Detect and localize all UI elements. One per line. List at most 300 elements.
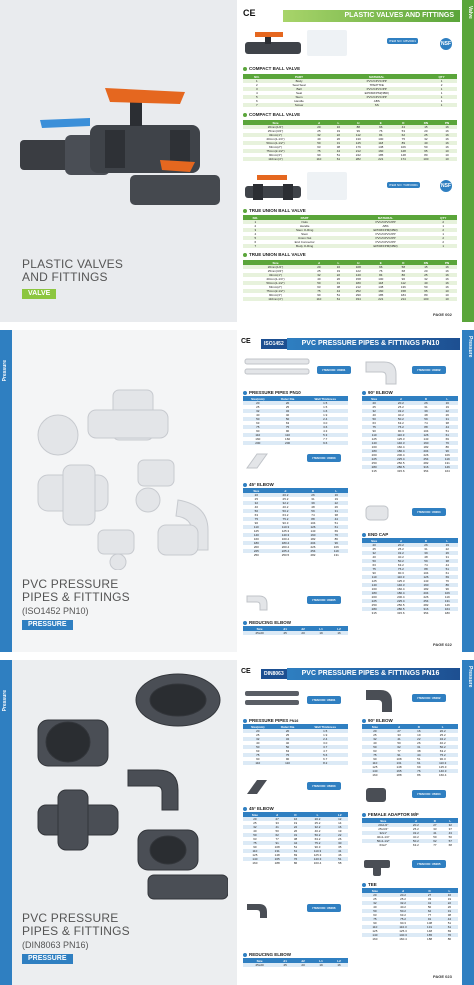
table-cell: 32 (243, 501, 270, 505)
table-cell: 122 (355, 269, 361, 273)
table-cell: 75 (308, 149, 330, 153)
table-cell: 51 (417, 757, 421, 761)
column-header: L2 (330, 626, 348, 631)
table-cell: 31 (437, 417, 458, 421)
table-cell: 140.3 (303, 857, 331, 861)
table-cell: 76 (445, 579, 449, 583)
table-cell: 48 (424, 413, 428, 417)
column-header: L (441, 888, 458, 893)
table-cell: 225.4 (270, 549, 302, 553)
table-cell: Stem (271, 95, 328, 99)
table-cell: Seal (296, 91, 303, 95)
table-cell: 69 (445, 437, 449, 441)
table-cell: 63 (256, 421, 260, 425)
table-cell: 165 (267, 857, 288, 861)
section-title-female: FEMALE ADAPTOR M/F (362, 812, 419, 817)
table-cell: 44 (441, 917, 458, 921)
table-cell: 20.2 (388, 893, 419, 897)
table-cell: 19 (312, 963, 330, 967)
table-cell: 37 (448, 827, 452, 831)
table-cell: 63 (285, 749, 290, 753)
section-title-pipes: PRESSURE PIPES PN10 (243, 390, 301, 395)
table-cell: 280 (362, 607, 386, 611)
table-cell: End Connector (294, 240, 315, 244)
table-cell: 40 (317, 277, 321, 281)
table-cell: 25.2 (412, 827, 419, 831)
column-header: d (270, 488, 302, 493)
table-cell: 19 (338, 829, 342, 833)
table-cell: 160 (252, 861, 258, 865)
table-cell: 38 (293, 837, 298, 841)
table-cell: 26 (336, 137, 341, 141)
table-cell: 50.2 (386, 417, 415, 421)
column-header: d (386, 396, 415, 401)
table-cell: 90.3 (439, 757, 446, 761)
table-cell: 63.2 (400, 913, 406, 917)
table-cell: 90 (373, 921, 377, 925)
table-cell: 25 (256, 733, 260, 737)
table-cell: PVC/CPVC/PP (327, 79, 426, 83)
table-cell: 30 (332, 841, 348, 845)
catalog-spread-valves (0, 0, 474, 322)
table-cell: 282 (347, 157, 370, 161)
table-row (243, 297, 457, 301)
table-cell: 160 (415, 583, 436, 587)
standard-badge: DIN8063 (261, 669, 287, 679)
table-cell: 125.3 (399, 929, 407, 933)
table-cell: 200 (253, 545, 259, 549)
table-cell: 143 (423, 579, 429, 583)
table-cell: 40 (373, 741, 377, 745)
table-cell: 160 (371, 445, 377, 449)
table-cell: 62 (427, 839, 442, 843)
catalog-spread-pn16 (0, 660, 474, 985)
table-cell: 50x1-1/2" (362, 839, 405, 843)
table-cell: 50 (424, 285, 428, 289)
column-header: d2 (294, 626, 312, 631)
table-cell: 32 (424, 277, 428, 281)
table-cell: 290 (355, 293, 361, 297)
table-cell: 140 (362, 933, 388, 937)
table-cell: 2 (440, 83, 443, 87)
table-cell: 180.4 (270, 541, 302, 545)
table-cell: 316 (415, 607, 436, 611)
spec-panel-pn16 (237, 660, 474, 985)
table-cell: 140.3 (427, 769, 458, 773)
table-cell: 40 (415, 141, 438, 145)
table-cell: 90 (256, 757, 260, 761)
category-tag: PRESSURE (22, 620, 73, 630)
grey-reducing-elbow-image (243, 896, 271, 920)
table-cell: 19 (334, 497, 338, 501)
section-title-elbow45: 45° ELBOW (243, 806, 274, 811)
table-cell: 26 (447, 905, 452, 909)
table-cell: 16 (330, 631, 348, 635)
table-cell: 126 (301, 525, 324, 529)
table-cell: 61 (410, 761, 427, 765)
table-cell: 50.2 (405, 839, 428, 843)
column-header: L1 (312, 958, 330, 963)
table-cell: 25 (415, 133, 438, 137)
table-cell: 32 (443, 823, 458, 827)
table-cell: 19 (336, 269, 341, 273)
table-cell: 90 (372, 571, 376, 575)
item-no-elbow45: ITEM NO: U3003 (307, 454, 341, 462)
item-no-pipe: ITEM NO: U6001 (307, 696, 341, 704)
table-cell: 86 (445, 445, 449, 449)
table-cell: 2 (430, 236, 457, 240)
table-cell: 250.5 (397, 603, 405, 607)
table-cell: 62 (267, 833, 288, 837)
table-cell: 5.6 (303, 753, 348, 757)
table-cell: 16 (445, 145, 449, 149)
column-header: L2 (332, 812, 348, 817)
table-cell: 2 (256, 83, 258, 87)
table-cell: 61 (288, 849, 304, 853)
table-cell: 140 (243, 857, 267, 861)
table-cell: 160.4 (281, 537, 290, 541)
table-cell: 3.0 (323, 421, 328, 425)
table-cell: 315.6 (397, 611, 405, 615)
table-cell: 160 (415, 441, 436, 445)
table-cell: 32 (424, 137, 428, 141)
table-cell: 19 (336, 129, 341, 133)
table-cell: PVC/CPVC/PP (375, 240, 396, 244)
table-cell: 69 (334, 529, 338, 533)
column-header: PART (271, 74, 328, 79)
table-cell: 354 (423, 469, 429, 473)
section-title-reducing: REDUCING ELBOW (243, 620, 291, 625)
table-cell: 176 (355, 145, 361, 149)
column-header: DN (415, 120, 438, 125)
table-cell: 88 (415, 425, 436, 429)
column-header: Wall Thickness (303, 724, 348, 729)
table-cell: 40 (372, 413, 376, 417)
left-side-strip (0, 660, 12, 985)
table-cell: 26 (415, 401, 436, 405)
table-cell: 140.3 (386, 583, 415, 587)
table-cell: 32 (362, 551, 386, 555)
table-cell: 221 (370, 297, 393, 301)
table-cell: 59 (301, 509, 324, 513)
page-number: PAGE 022 (433, 642, 452, 647)
table-cell: 69 (293, 853, 298, 857)
cover-title-line2: PIPES & FITTINGS (22, 924, 130, 938)
table-cell: 1 (243, 79, 271, 83)
table-cell: 254 (301, 549, 324, 553)
table-cell: 40x1-1/4" (376, 835, 390, 839)
table-cell: 140 (347, 273, 370, 277)
table-cell: 110 (243, 849, 267, 853)
table-cell: 160 (370, 149, 393, 153)
table-cell: 40 (415, 281, 438, 285)
table-cell: 16 (437, 281, 457, 285)
table-cell: 1 (442, 232, 445, 236)
table-cell: 2 (430, 228, 457, 232)
table-cell: 16 (410, 729, 427, 733)
table-cell: 96 (445, 587, 449, 591)
table-cell: 31 (410, 745, 427, 749)
table-cell: 160 (255, 437, 261, 441)
table-row (243, 861, 348, 865)
female-adaptor-image (362, 784, 390, 806)
section-title-elbow45: 45° ELBOW (243, 482, 274, 487)
table-cell: 20 (273, 401, 303, 405)
table-cell: 145 (347, 141, 370, 145)
table-cell: 2.4 (303, 737, 348, 741)
section-title-compact-material: COMPACT BALL VALVE (243, 66, 300, 71)
table-cell: 63x2" (379, 843, 388, 847)
table-cell: 48 (311, 505, 315, 509)
table-cell: 32 (273, 737, 303, 741)
table-cell: 75 (308, 289, 330, 293)
table-row (362, 937, 458, 941)
table-cell: 2 (442, 240, 445, 244)
table-cell: 50 (308, 281, 330, 285)
side-label: Pressure (467, 666, 473, 688)
reducing-table (243, 958, 348, 967)
item-no-pipe: ITEM NO: U3001 (317, 366, 351, 374)
table-cell: 1 (426, 103, 457, 107)
table-cell: 250 (253, 553, 259, 557)
table-cell: 22 (445, 547, 449, 551)
table-cell: 16 (437, 273, 457, 277)
table-cell: 40.2 (439, 741, 446, 745)
table-cell: 22 (437, 409, 458, 413)
table-cell: 1 (426, 95, 457, 99)
table-cell: 1 (442, 224, 445, 228)
table-cell: 200.4 (397, 595, 405, 599)
column-header: D (418, 888, 441, 893)
table-cell: 200 (273, 441, 303, 445)
table-cell: 250 (371, 461, 377, 465)
table-cell: 100 (378, 137, 384, 141)
table-cell: 148 (400, 153, 406, 157)
table-cell: 61 (445, 571, 449, 575)
table-cell: 225.4 (386, 599, 415, 603)
table-cell: 51 (334, 521, 338, 525)
table-cell: 38 (437, 559, 458, 563)
table-cell: 27 (388, 729, 411, 733)
table-cell: 16 (441, 893, 458, 897)
table-cell: 63 (373, 749, 377, 753)
table-cell: 61 (330, 157, 347, 161)
table-cell: 125 (371, 579, 377, 583)
table-cell: 110 (243, 525, 270, 529)
table-cell: 75.2 (270, 517, 302, 521)
column-header: Size (243, 626, 276, 631)
table-cell: 25x3/4" (378, 827, 389, 831)
table-cell: 50.2 (270, 509, 302, 513)
table-cell: 91 (388, 753, 411, 757)
endcap-image (362, 502, 392, 524)
table-cell: 31 (441, 909, 458, 913)
pipes-pn: PN16 (289, 719, 299, 723)
table-cell: 110.3 (270, 525, 302, 529)
table-cell: 10 (445, 293, 449, 297)
left-side-label: Pressure (2, 360, 8, 382)
table-cell: 50 (273, 745, 303, 749)
column-header: QTY (430, 215, 457, 220)
table-cell: 51 (293, 845, 298, 849)
table-cell: 1.6 (303, 409, 348, 413)
cover-title-line1: PVC PRESSURE (22, 911, 119, 925)
table-cell: 63 (254, 513, 258, 517)
table-cell: 225.4 (386, 457, 415, 461)
table-cell: 315 (371, 469, 377, 473)
column-header: Size (243, 488, 270, 493)
table-cell: 131 (267, 849, 288, 853)
table-cell: 90.3 (314, 845, 321, 849)
column-header: d (388, 724, 411, 729)
table-cell: 50 (243, 833, 267, 837)
table-cell: 125.3 (438, 765, 447, 769)
column-header: PN (437, 120, 457, 125)
item-box-true-union: ITEM NO: TUBV0001 (389, 183, 418, 187)
table-cell: 26 (437, 551, 458, 555)
table-cell: 76 (288, 857, 304, 861)
table-cell: 90.3 (400, 921, 406, 925)
cover-panel-pn10 (0, 330, 237, 652)
grey-fittings-image (18, 670, 228, 900)
table-cell: 44 (288, 841, 304, 845)
table-cell: 200 (371, 453, 377, 457)
table-cell: 63.2 (282, 513, 289, 517)
page-header: PVC PRESSURE PIPES & FITTINGS PN16 (287, 668, 460, 680)
table-cell: 32.2 (303, 825, 331, 829)
table-cell: 16 (445, 129, 449, 133)
table-cell: 90mm(3") (268, 153, 283, 157)
table-cell: 41 (267, 825, 288, 829)
table-cell: 19 (445, 405, 449, 409)
table-cell: 15 (415, 125, 438, 129)
table-cell: 180 (243, 541, 270, 545)
table-cell: 26 (445, 413, 449, 417)
table-cell: 27 (427, 823, 442, 827)
table-cell: 119 (444, 595, 450, 599)
table-cell: 225 (362, 599, 386, 603)
table-cell: 63.2 (412, 843, 419, 847)
table-cell: 44 (330, 289, 347, 293)
table-cell: 38 (334, 513, 338, 517)
table-cell: 125 (252, 853, 258, 857)
table-cell: 16 (330, 963, 348, 967)
table-cell: 354 (423, 611, 429, 615)
table-cell: 20mm(1/2") (243, 125, 308, 129)
grey-elbow90-image (362, 684, 396, 714)
category-tag: VALVE (22, 289, 56, 299)
column-header: Size (362, 818, 405, 823)
table-cell: 20.2 (270, 493, 302, 497)
table-cell: 16 (330, 125, 347, 129)
table-cell: 75.2 (427, 753, 458, 757)
female-table (362, 818, 458, 847)
column-header: DN (415, 260, 438, 265)
table-cell: 90.3 (397, 429, 404, 433)
table-cell: 10 (445, 153, 449, 157)
pipes-table (243, 724, 348, 765)
table-row (243, 244, 457, 248)
table-cell: 250.5 (397, 461, 405, 465)
table-cell: 40.2 (282, 505, 289, 509)
endcap-table (362, 538, 458, 615)
column-header: NO. (243, 74, 271, 79)
table-cell: 25 (373, 897, 377, 901)
material-table-compact (243, 74, 457, 107)
table-cell: 188 (274, 861, 280, 865)
table-cell: 20.2 (386, 401, 415, 405)
table-cell: 51 (437, 567, 458, 571)
table-cell: 63mm(2") (268, 285, 283, 289)
table-cell: 25 (372, 405, 376, 409)
table-cell: 110 (308, 157, 330, 161)
table-cell: 1 (426, 79, 457, 83)
column-header: Outer Dia (273, 724, 303, 729)
table-cell: 226 (423, 453, 429, 457)
table-cell: 25 (253, 821, 257, 825)
table-cell: PVC/CPVC/PP (375, 232, 396, 236)
table-cell: 282 (423, 603, 429, 607)
table-row (362, 469, 458, 473)
table-cell: 110 (362, 925, 388, 929)
table-cell: 20 (424, 129, 428, 133)
table-cell: 75 (243, 841, 267, 845)
table-cell: 128 (392, 149, 415, 153)
table-cell: 140 (243, 533, 270, 537)
table-cell: 25 (256, 405, 260, 409)
table-cell: 160 (253, 537, 259, 541)
item-no-elbow90: ITEM NO: U3002 (412, 366, 446, 374)
table-cell: 25mm(3/4") (267, 129, 284, 133)
table-cell: 158 (392, 289, 415, 293)
table-cell: 68 (401, 269, 406, 273)
table-row (243, 761, 348, 765)
cover-subtitle: (ISO1452 PN10) (22, 606, 89, 616)
table-cell: Stem O-Ring (268, 228, 342, 232)
table-cell: 110.3 (303, 849, 331, 853)
table-cell: 140.3 (388, 933, 419, 937)
table-cell: 20.2 (427, 729, 458, 733)
table-cell: 26 (338, 837, 342, 841)
table-cell: 50 (275, 829, 279, 833)
item-no-reducing: ITEM NO: U6006 (307, 904, 341, 912)
table-cell: 119 (325, 549, 348, 553)
table-cell: 63.2 (397, 563, 404, 567)
cover-title (22, 578, 130, 604)
table-cell: 131 (388, 761, 411, 765)
table-cell: 16 (437, 141, 457, 145)
table-cell: 1.5 (303, 729, 348, 733)
table-cell: 25.2 (439, 733, 446, 737)
table-cell: 25 (373, 733, 377, 737)
table-cell: 164 (444, 469, 450, 473)
table-cell: 118 (370, 281, 393, 285)
table-cell: 16 (437, 125, 457, 129)
side-strip (462, 660, 474, 985)
table-cell: PVC/CPVC/PP (327, 87, 426, 91)
table-cell: 160.4 (397, 445, 405, 449)
table-cell: 110.3 (427, 761, 458, 765)
catalog-spread-pn10 (0, 330, 474, 652)
table-cell: 20 (273, 729, 303, 733)
column-header: D (415, 396, 436, 401)
cover-title-line2: PIPES & FITTINGS (22, 590, 130, 604)
table-cell: 50.2 (303, 833, 331, 837)
table-cell: ABS (382, 224, 389, 228)
table-cell: 22 (288, 825, 304, 829)
cover-title-line1: PVC PRESSURE (22, 577, 119, 591)
table-cell: 32 (243, 737, 273, 741)
